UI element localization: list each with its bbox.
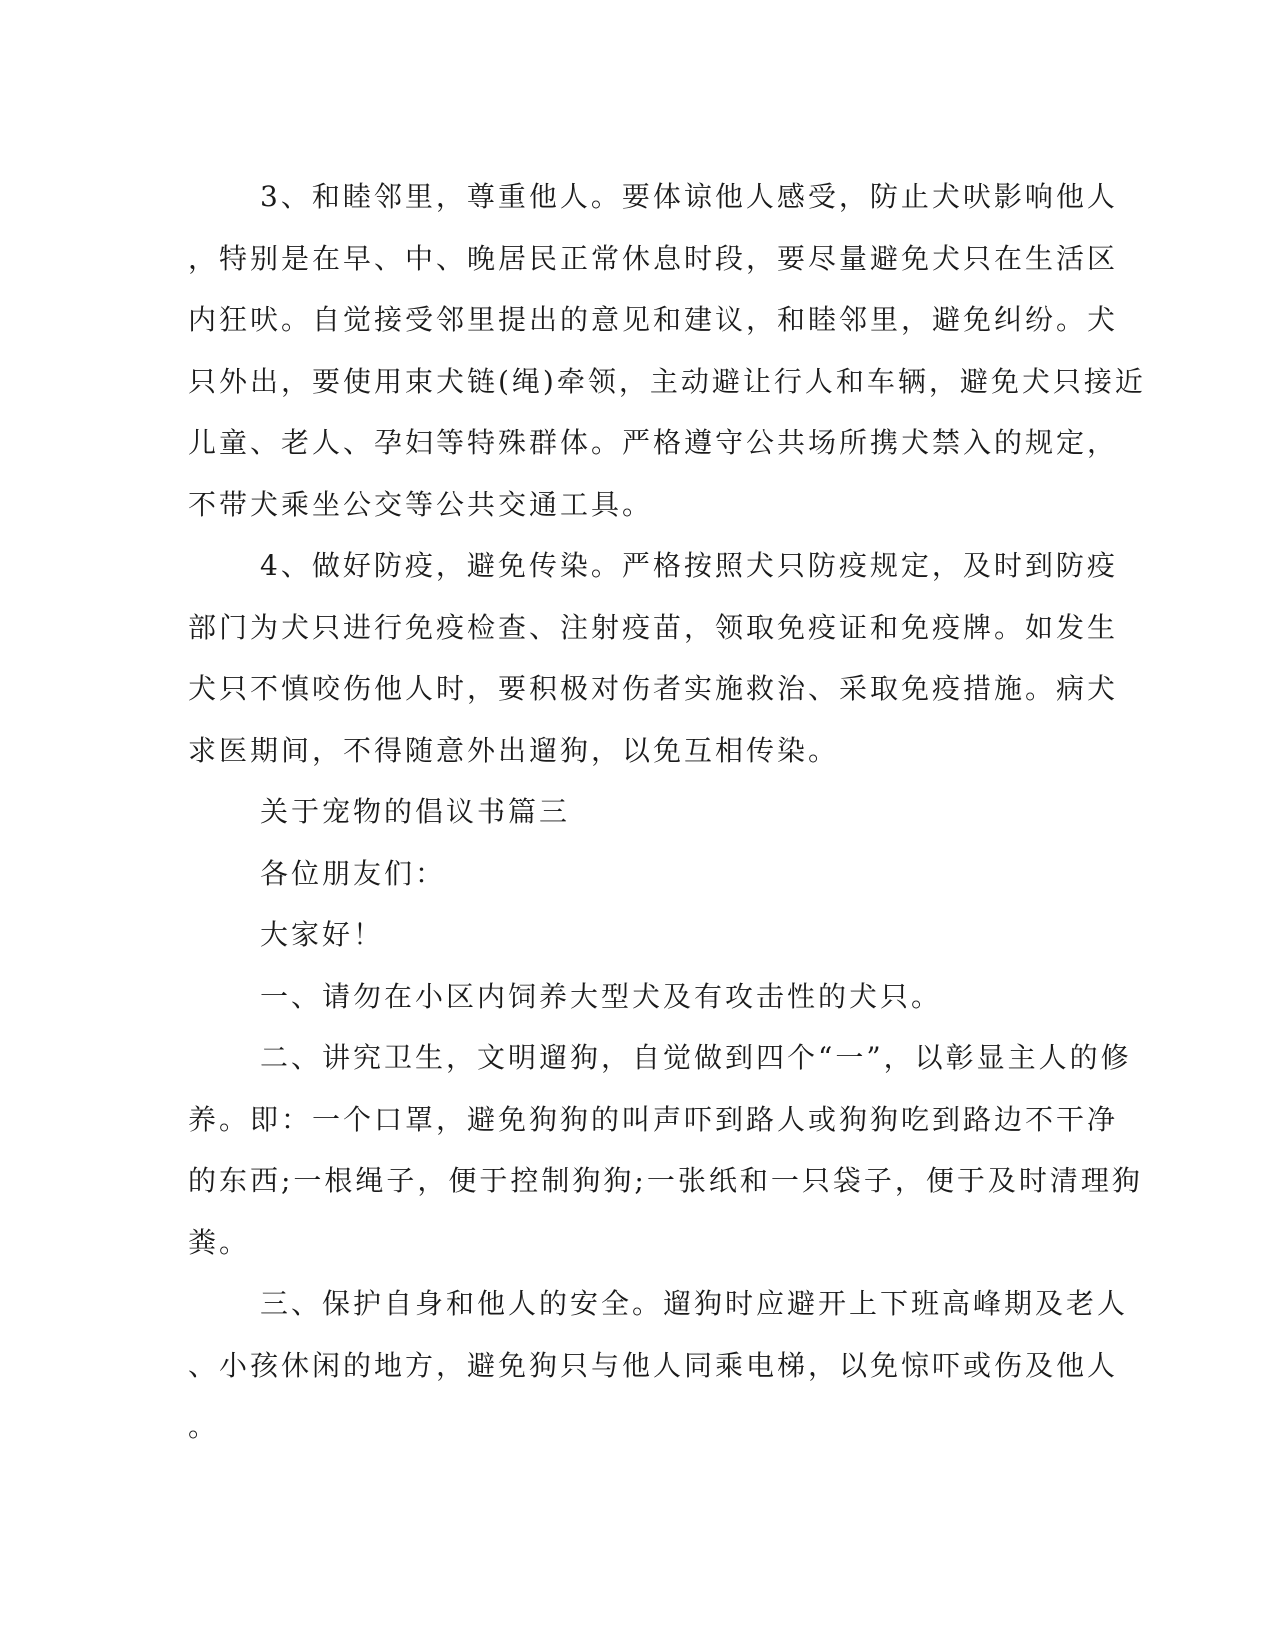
- paragraph-line: 求医期间，不得随意外出遛狗，以免互相传染。: [188, 733, 840, 767]
- paragraph-line: 粪。: [188, 1225, 251, 1259]
- paragraph-line: 部门为犬只进行免疫检查、注射疫苗，领取免疫证和免疫牌。如发生: [188, 610, 1119, 644]
- paragraph-line: 儿童、老人、孕妇等特殊群体。严格遵守公共场所携犬禁入的规定，: [188, 426, 1119, 459]
- paragraph-line: 二、讲究卫生，文明遛狗，自觉做到四个“一”，以彰显主人的修: [260, 1041, 1132, 1074]
- paragraph-line: 的东西;一根绳子，便于控制狗狗;一张纸和一只袋子，便于及时清理狗: [188, 1164, 1143, 1197]
- document-body: [188, 166, 1146, 1458]
- salutation: 各位朋友们：: [260, 856, 447, 890]
- paragraph-line: 养。即：一个口罩，避免狗狗的叫声吓到路人或狗狗吃到路边不干净: [188, 1102, 1119, 1136]
- paragraph-line: 4、做好防疫，避免传染。严格按照犬只防疫规定，及时到防疫: [260, 549, 1118, 582]
- paragraph-line: 犬只不慎咬伤他人时，要积极对伤者实施救治、采取免疫措施。病犬: [188, 672, 1119, 705]
- paragraph-line: 三、保护自身和他人的安全。遛狗时应避开上下班高峰期及老人: [260, 1287, 1129, 1320]
- paragraph-line: 3、和睦邻里，尊重他人。要体谅他人感受，防止犬吠影响他人: [260, 180, 1118, 213]
- paragraph-line: 、小孩休闲的地方，避免狗只与他人同乘电梯，以免惊吓或伤及他人: [188, 1348, 1119, 1382]
- greeting: 大家好！: [260, 918, 385, 951]
- section-heading: 关于宠物的倡议书篇三: [260, 795, 571, 828]
- paragraph-line: 不带犬乘坐公交等公共交通工具。: [188, 487, 654, 521]
- paragraph-line: 一、请勿在小区内饲养大型犬及有攻击性的犬只。: [260, 979, 943, 1013]
- paragraph-line: ，特别是在早、中、晚居民正常休息时段，要尽量避免犬只在生活区: [188, 241, 1119, 275]
- paragraph-line: 。: [188, 1410, 220, 1443]
- paragraph-line: 只外出，要使用束犬链(绳)牵领，主动避让行人和车辆，避免犬只接近: [188, 364, 1146, 398]
- paragraph-line: 内狂吠。自觉接受邻里提出的意见和建议，和睦邻里，避免纠纷。犬: [188, 303, 1119, 336]
